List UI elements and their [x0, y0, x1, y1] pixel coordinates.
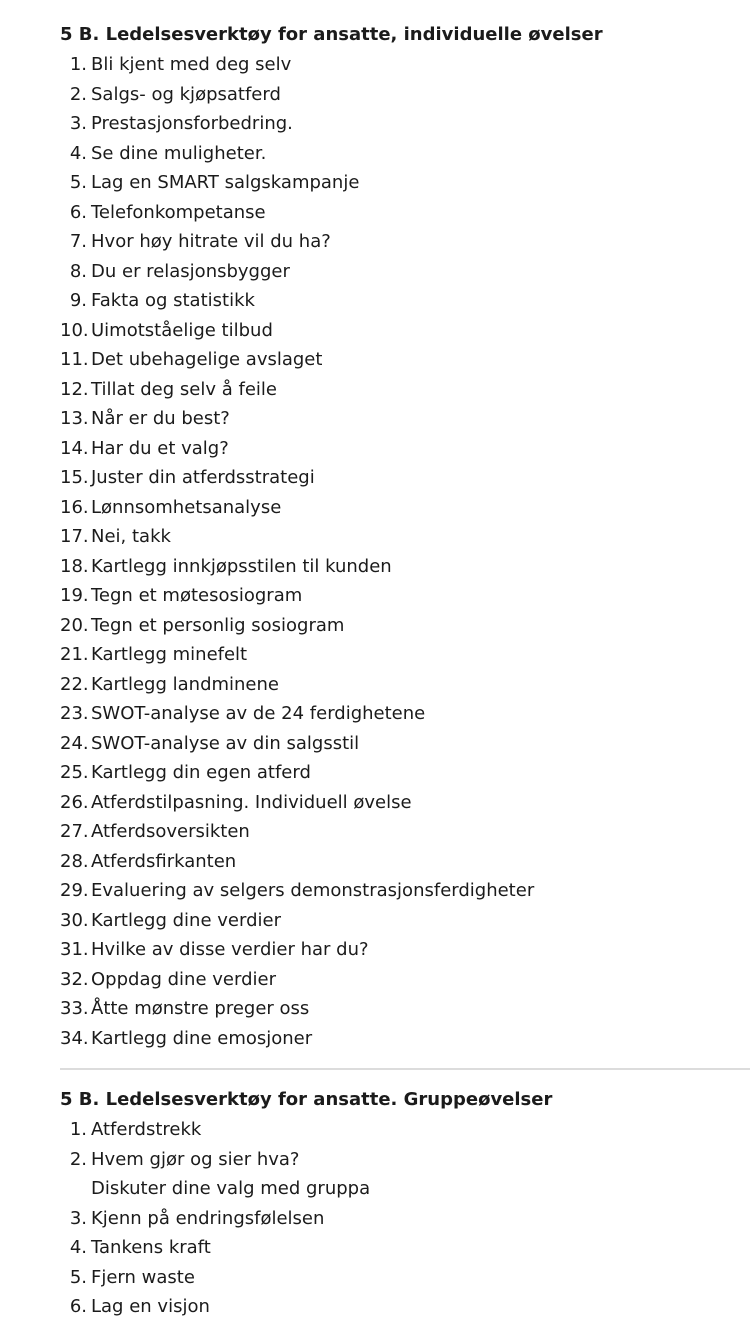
list-item: [60, 139, 750, 169]
item-text: Evaluering av selgers demonstrasjonsferdigheter: [91, 880, 535, 901]
item-text: Atferdstrekk: [91, 1119, 202, 1140]
item-text: Telefonkompetanse: [91, 201, 266, 223]
list-item: [60, 847, 750, 877]
list-item: [60, 640, 750, 670]
item-text: Kjenn på endringsfølelsen: [91, 1207, 325, 1229]
item-number: 28.: [60, 850, 89, 872]
item-number: 26.: [60, 791, 89, 813]
item-number: 18.: [60, 555, 89, 577]
item-text: Kartlegg innkjøpsstilen til kunden: [91, 555, 392, 577]
list-item: [60, 1024, 750, 1054]
list-item: [60, 670, 750, 700]
list-item: [60, 1263, 750, 1293]
section-heading: 5 B. Ledelsesverktøy for ansatte, individuelle øvelser: [60, 24, 603, 45]
item-text: Tillat deg selv å feile: [91, 378, 277, 400]
item-number: 3.: [69, 1207, 87, 1229]
item-text: Hvilke av disse verdier har du?: [91, 939, 369, 960]
list-item: [60, 493, 750, 523]
item-text: SWOT-analyse av de 24 ferdighetene: [91, 703, 426, 724]
list-item: [60, 876, 750, 906]
list-item: [60, 581, 750, 611]
item-text: Hvem gjør og sier hva?: [91, 1148, 300, 1170]
list-item: [60, 404, 750, 434]
item-text: Uimotståelige tilbud: [91, 319, 273, 341]
list-item: [60, 227, 750, 257]
item-number: 23.: [60, 703, 89, 724]
list-item: [60, 168, 750, 198]
item-text: Nei, takk: [91, 526, 171, 547]
section-individual-exercises: [60, 21, 750, 1053]
list-item: [60, 50, 750, 80]
list-item: [60, 1145, 750, 1175]
section-divider: [60, 1068, 750, 1070]
item-text: Fjern waste: [91, 1266, 195, 1288]
list-item: [60, 1115, 750, 1145]
item-text: Kartlegg landminene: [91, 673, 279, 695]
item-number: 17.: [60, 526, 89, 547]
item-number: 14.: [60, 437, 89, 459]
list-item: [60, 788, 750, 818]
item-number: 7.: [69, 231, 87, 252]
list-item: [60, 80, 750, 110]
list-item: [60, 286, 750, 316]
list-item: [60, 198, 750, 228]
list-item: [60, 434, 750, 464]
list-item: [60, 935, 750, 965]
item-number: 10.: [60, 319, 89, 341]
item-number: 16.: [60, 496, 89, 518]
item-number: 20.: [60, 614, 89, 636]
item-number: 11.: [60, 349, 89, 370]
item-number: 2.: [69, 83, 87, 105]
item-number: 5.: [69, 172, 87, 193]
item-text: Lag en SMART salgskampanje: [91, 172, 360, 193]
item-text: Juster din atferdsstrategi: [91, 467, 315, 488]
section-group-exercises: [60, 1086, 750, 1322]
item-number: 1.: [69, 1119, 87, 1140]
section-heading: 5 B. Ledelsesverktøy for ansatte. Gruppeøvelser: [60, 1089, 553, 1110]
item-text: Når er du best?: [91, 408, 230, 429]
item-text: Atferdsoversikten: [91, 821, 250, 842]
item-number: 9.: [69, 290, 87, 311]
item-number: 31.: [60, 939, 89, 960]
list-item: [60, 965, 750, 995]
item-number: 32.: [60, 968, 89, 990]
item-number: 5.: [69, 1266, 87, 1288]
list-item: [60, 463, 750, 493]
item-text: Du er relasjonsbygger: [91, 260, 290, 282]
list-item: [60, 345, 750, 375]
item-text: Det ubehagelige avslaget: [91, 349, 323, 370]
list-item: [60, 552, 750, 582]
item-number: 29.: [60, 880, 89, 901]
list-item: [60, 758, 750, 788]
item-number: 12.: [60, 378, 89, 400]
list-item: [60, 1204, 750, 1234]
list-item: [60, 375, 750, 405]
item-text: Salgs- og kjøpsatferd: [91, 83, 281, 105]
item-text: Prestasjonsforbedring.: [91, 113, 293, 134]
item-number: 22.: [60, 673, 89, 695]
list-item: [60, 109, 750, 139]
item-number: 13.: [60, 408, 89, 429]
item-number: 30.: [60, 909, 89, 931]
item-text: Åtte mønstre preger oss: [91, 998, 310, 1019]
item-number: 6.: [69, 1296, 87, 1317]
item-number: 25.: [60, 762, 89, 783]
list-item: [60, 994, 750, 1024]
item-number: 27.: [60, 821, 89, 842]
list-item: [60, 611, 750, 641]
exercise-list: [60, 50, 750, 1053]
item-text: Tegn et møtesosiogram: [91, 585, 303, 606]
item-text: Lag en visjon: [91, 1296, 210, 1317]
item-number: 33.: [60, 998, 89, 1019]
item-text: Hvor høy hitrate vil du ha?: [91, 231, 331, 252]
item-number: 3.: [69, 113, 87, 134]
item-text: Kartlegg minefelt: [91, 644, 248, 665]
list-item: [60, 1292, 750, 1322]
item-text: Tegn et personlig sosiogram: [91, 614, 345, 636]
item-text: Se dine muligheter.: [91, 142, 267, 164]
item-text: Lønnsomhetsanalyse: [91, 496, 282, 518]
list-item: [60, 906, 750, 936]
item-text: Har du et valg?: [91, 437, 229, 459]
item-text: Fakta og statistikk: [91, 290, 255, 311]
item-number: 4.: [69, 142, 87, 164]
list-item: [60, 257, 750, 287]
item-text: Kartlegg dine emosjoner: [91, 1027, 313, 1049]
list-item: [60, 522, 750, 552]
item-text: Tankens kraft: [91, 1237, 211, 1258]
exercise-list: [60, 1115, 750, 1322]
item-number: 15.: [60, 467, 89, 488]
list-item: [60, 817, 750, 847]
item-number: 34.: [60, 1027, 89, 1049]
item-number: 2.: [69, 1148, 87, 1170]
list-item: [60, 729, 750, 759]
item-number: 1.: [69, 54, 87, 75]
item-text: Atferdstilpasning. Individuell øvelse: [91, 791, 412, 813]
item-number: 6.: [69, 201, 87, 223]
item-number: 19.: [60, 585, 89, 606]
item-text: SWOT-analyse av din salgsstil: [91, 732, 360, 754]
list-item: [60, 699, 750, 729]
list-item: [60, 1233, 750, 1263]
list-item: [60, 316, 750, 346]
item-number: 8.: [69, 260, 87, 282]
item-text: Oppdag dine verdier: [91, 968, 276, 990]
item-text: Kartlegg dine verdier: [91, 909, 281, 931]
item-text: Bli kjent med deg selv: [91, 54, 292, 75]
item-subtext: Diskuter dine valg med gruppa: [91, 1178, 371, 1199]
item-text: Atferdsfirkanten: [91, 850, 237, 872]
item-number: 24.: [60, 732, 89, 754]
item-number: 4.: [69, 1237, 87, 1258]
item-number: 21.: [60, 644, 89, 665]
item-text: Kartlegg din egen atferd: [91, 762, 311, 783]
